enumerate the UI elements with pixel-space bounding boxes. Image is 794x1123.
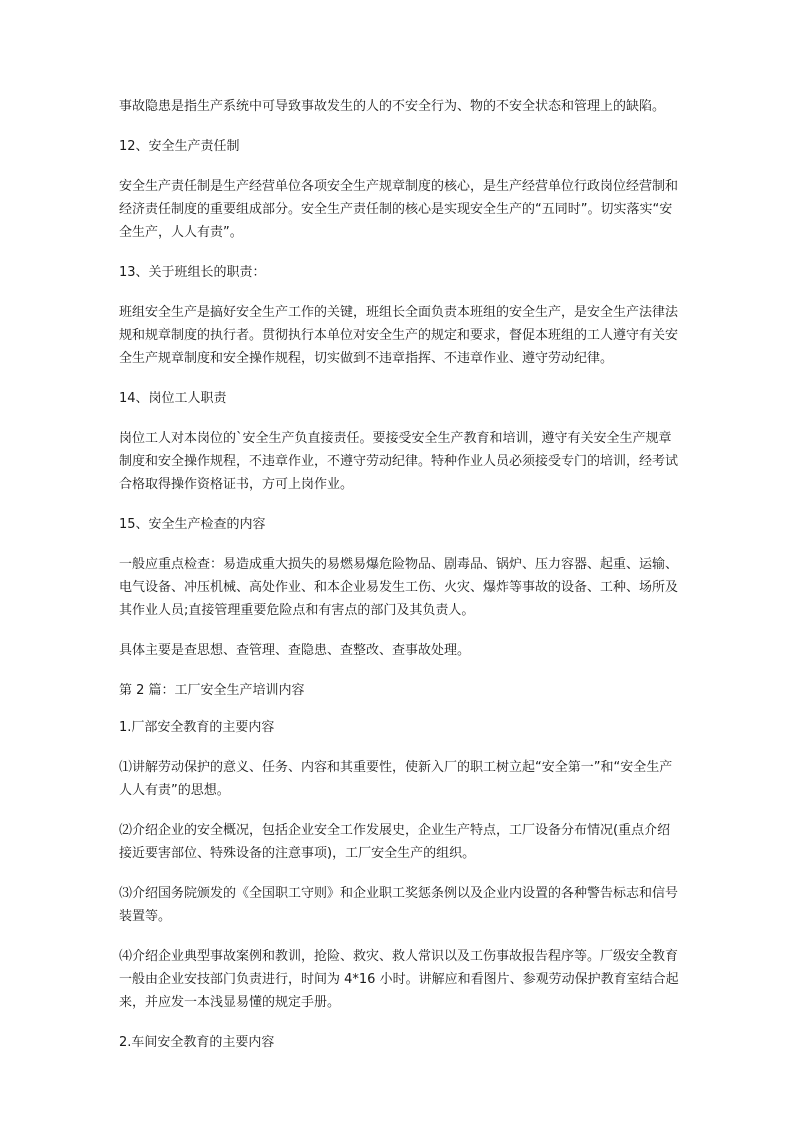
document-page: [119, 95, 679, 1071]
heading-15: 15、安全生产检查的内容: [119, 517, 266, 532]
paragraph-worker-duties: 岗位工人对本岗位的`安全生产负直接责任。要接受安全生产教育和培训，遵守有关安全生产规章制度和安全操作规程，不违章作业，不遵守劳动纪律。特种作业人员必须接受专门的培训，经考试合格取得操作资格证书，方可上岗作业。: [119, 431, 679, 492]
heading-14: 14、岗位工人职责: [119, 391, 227, 406]
paragraph-team-leader: 班组安全生产是搞好安全生产工作的关键，班组长全面负责本班组的安全生产，是安全生产法律法规和规章制度的执行者。贯彻执行本单位对安全生产的规定和要求，督促本班组的工人遵守有关安全生产规章制度和安全操作规程，切实做到不违章指挥、不违章作业、遵守劳动纪律。: [119, 305, 679, 366]
paragraph-inspection-items: 具体主要是查思想、查管理、查隐患、查整改、查事故处理。: [119, 643, 471, 658]
paragraph-item-3: ⑶介绍国务院颁发的《全国职工守则》和企业职工奖惩条例以及企业内设置的各种警告标志和信号装置等。: [119, 886, 679, 924]
part-2-title: 第 2 篇：工厂安全生产培训内容: [119, 683, 305, 698]
paragraph-item-4: ⑷介绍企业典型事故案例和教训，抢险、救灾、救人常识以及工伤事故报告程序等。厂级安全教育一般由企业安技部门负责进行，时间为 4*16 小时。讲解应和看图片、参观劳动保护教育室结合起来，并应发一本浅显易懂的规定手册。: [119, 949, 679, 1010]
paragraph-item-1: ⑴讲解劳动保护的意义、任务、内容和其重要性，使新入厂的职工树立起“安全第一”和“安全生产人人有责”的思想。: [119, 760, 673, 798]
paragraph-item-2: ⑵介绍企业的安全概况，包括企业安全工作发展史，企业生产特点，工厂设备分布情况(重点介绍接近要害部位、特殊设备的注意事项)，工厂安全生产的组织。: [119, 823, 671, 861]
paragraph-hazard-definition: 事故隐患是指生产系统中可导致事故发生的人的不安全行为、物的不安全状态和管理上的缺陷。: [119, 99, 666, 114]
heading-factory-education: 1.厂部安全教育的主要内容: [119, 720, 275, 735]
paragraph-inspection-focus: 一般应重点检查：易造成重大损失的易燃易爆危险物品、剧毒品、锅炉、压力容器、起重、运输、电气设备、冲压机械、高处作业、和本企业易发生工伤、火灾、爆炸等事故的设备、工种、场所及其作业人员;直接管理重要危险点和有害点的部门及其负责人。: [119, 557, 679, 618]
heading-12: 12、安全生产责任制: [119, 139, 240, 154]
paragraph-responsibility-system: 安全生产责任制是生产经营单位各项安全生产规章制度的核心，是生产经营单位行政岗位经营制和经济责任制度的重要组成部分。安全生产责任制的核心是实现安全生产的“五同时”。切实落实“安全生产，人人有责”。: [119, 179, 679, 240]
heading-workshop-education: 2.车间安全教育的主要内容: [119, 1035, 275, 1050]
heading-13: 13、关于班组长的职责：: [119, 265, 266, 280]
